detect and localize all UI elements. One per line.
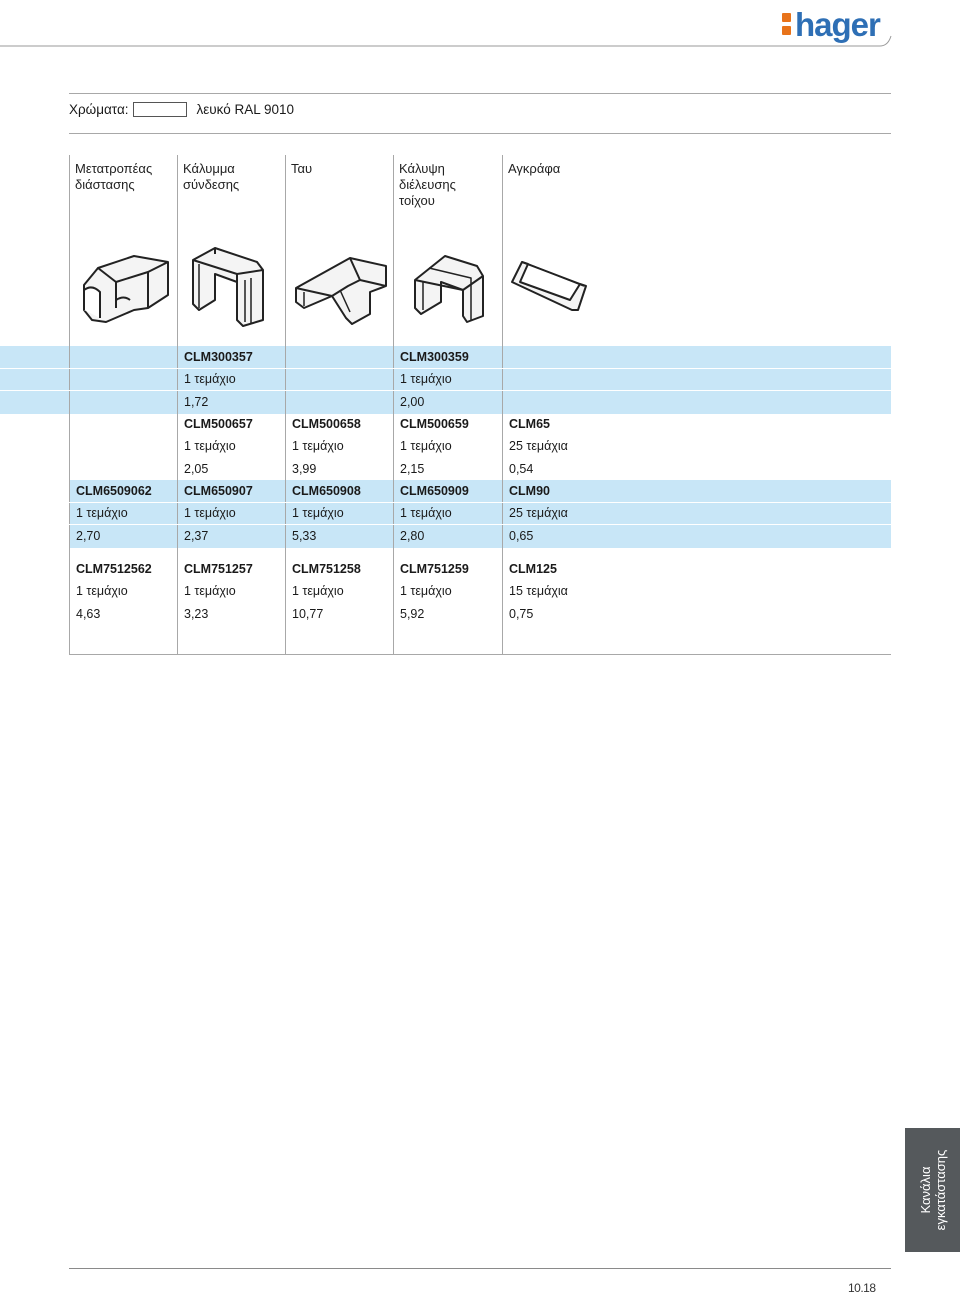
col-head-clip: Αγκράφα (508, 161, 561, 176)
color-swatch (133, 102, 187, 117)
row-divider (69, 457, 891, 458)
quantity-cell: 1 τεμάχιο (76, 584, 128, 599)
quantity-cell: 1 τεμάχιο (400, 372, 452, 387)
price-cell: 3,23 (184, 606, 209, 621)
quantity-cell: 25 τεμάχια (509, 439, 568, 454)
product-code-cell: CLM300357 (184, 350, 253, 364)
side-tab-label (905, 1128, 960, 1252)
quantity-cell: 1 τεμάχιο (400, 506, 452, 521)
quantity-cell: 1 τεμάχιο (76, 506, 128, 521)
side-tab-line-1: Κανάλια (917, 1166, 933, 1214)
quantity-cell: 1 τεμάχιο (292, 439, 344, 454)
product-code-cell: CLM650907 (184, 484, 253, 498)
colors-line (69, 102, 294, 117)
product-code-cell: CLM6509062 (76, 484, 152, 498)
quantity-cell: 25 τεμάχια (509, 506, 568, 521)
product-code-cell: CLM650908 (292, 484, 361, 498)
product-code-cell: CLM650909 (400, 484, 469, 498)
page-number: 10.18 (848, 1281, 876, 1295)
col-head-converter: Μετατροπέας διάστασης (75, 161, 153, 192)
price-cell: 0,54 (509, 461, 534, 476)
wall-passage-illustration (405, 240, 490, 330)
product-code-cell: CLM751258 (292, 562, 361, 576)
section-side-tab (905, 1128, 960, 1252)
quantity-cell: 1 τεμάχιο (400, 584, 452, 599)
footer-rule (69, 1268, 891, 1269)
quantity-cell: 1 τεμάχιο (184, 372, 236, 387)
price-cell: 2,80 (400, 528, 425, 543)
colors-label: Χρώματα: (69, 102, 129, 117)
tee-illustration (290, 240, 390, 330)
price-cell: 0,65 (509, 528, 534, 543)
price-cell: 2,15 (400, 461, 425, 476)
joint-cover-illustration (185, 240, 270, 330)
product-code-cell: CLM125 (509, 562, 557, 576)
price-cell: 2,37 (184, 528, 209, 543)
product-code-cell: CLM90 (509, 484, 550, 498)
row-divider (69, 580, 891, 581)
logo-text: hager (795, 5, 880, 43)
product-code-cell: CLM500659 (400, 417, 469, 431)
row-divider (0, 368, 891, 369)
row-divider (69, 524, 891, 525)
product-code-cell: CLM65 (509, 417, 550, 431)
colors-rule (69, 133, 891, 134)
colors-value: λευκό RAL 9010 (196, 102, 295, 117)
col-head-wall-passage: Κάλυψη διέλευσης τοίχου (399, 161, 456, 208)
table-bottom-rule (69, 654, 891, 655)
clip-illustration (508, 240, 588, 330)
product-code-cell: CLM300359 (400, 350, 469, 364)
price-cell: 4,63 (76, 606, 101, 621)
header-swoosh-line (0, 0, 960, 60)
col-head-joint-cover: Κάλυμμα σύνδεσης (183, 161, 240, 192)
price-cell: 0,75 (509, 606, 534, 621)
price-cell: 10,77 (292, 606, 324, 621)
price-cell: 2,00 (400, 394, 425, 409)
product-code-cell: CLM751259 (400, 562, 469, 576)
quantity-cell: 1 τεμάχιο (184, 506, 236, 521)
price-cell: 1,72 (184, 394, 209, 409)
quantity-cell: 15 τεμάχια (509, 584, 568, 599)
row-divider (69, 602, 891, 603)
quantity-cell: 1 τεμάχιο (184, 439, 236, 454)
product-code-cell: CLM500658 (292, 417, 361, 431)
price-cell: 3,99 (292, 461, 317, 476)
quantity-cell: 1 τεμάχιο (292, 506, 344, 521)
price-cell: 5,33 (292, 528, 317, 543)
row-divider (69, 435, 891, 436)
product-code-cell: CLM751257 (184, 562, 253, 576)
col-head-tee: Ταυ (291, 161, 313, 176)
row-divider (0, 390, 891, 391)
quantity-cell: 1 τεμάχιο (184, 584, 236, 599)
product-code-cell: CLM7512562 (76, 562, 152, 576)
price-cell: 2,70 (76, 528, 101, 543)
reducer-illustration (78, 240, 173, 330)
price-cell: 2,05 (184, 461, 209, 476)
top-rule (69, 93, 891, 94)
side-tab-line-2: εγκατάστασης (932, 1149, 948, 1231)
product-code-cell: CLM500657 (184, 417, 253, 431)
quantity-cell: 1 τεμάχιο (400, 439, 452, 454)
row-divider (69, 502, 891, 503)
price-cell: 5,92 (400, 606, 425, 621)
quantity-cell: 1 τεμάχιο (292, 584, 344, 599)
